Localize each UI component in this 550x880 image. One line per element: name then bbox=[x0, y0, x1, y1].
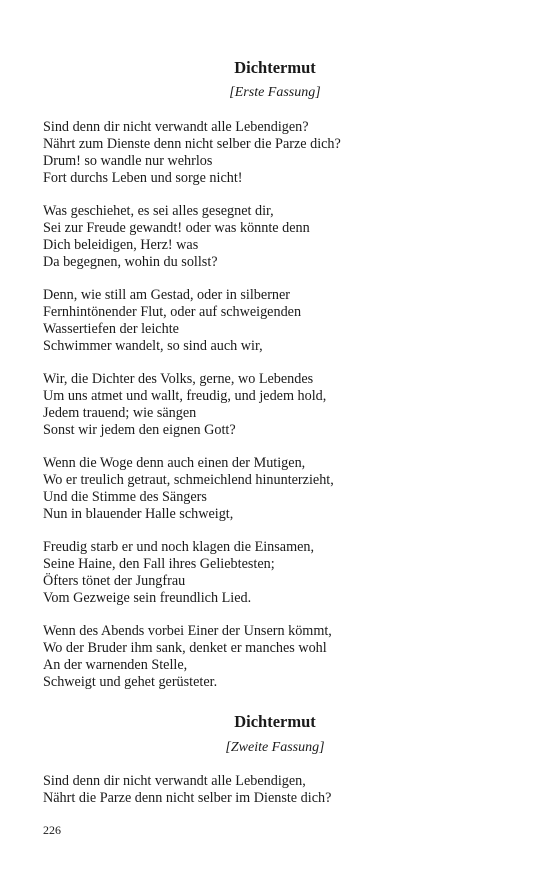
stanza bbox=[43, 455, 523, 523]
stanza bbox=[43, 539, 523, 607]
verse-line: Was geschiehet, es sei alles gesegnet dir, bbox=[43, 203, 274, 219]
stanza bbox=[43, 119, 523, 187]
poem-subtitle: [Erste Fassung] bbox=[229, 85, 321, 100]
verse-line: Seine Haine, den Fall ihres Geliebtesten; bbox=[43, 556, 275, 572]
verse-line: Sei zur Freude gewandt! oder was könnte denn bbox=[43, 220, 310, 236]
verse-line: Jedem trauend; wie sängen bbox=[43, 405, 197, 421]
verse-line: Fernhintönender Flut, oder auf schweigenden bbox=[43, 304, 302, 320]
verse-line: Sind denn dir nicht verwandt alle Lebendigen? bbox=[43, 119, 309, 135]
stanza bbox=[43, 203, 523, 271]
verse-line: Sind denn dir nicht verwandt alle Lebendigen, bbox=[43, 773, 306, 789]
verse-line: Nährt zum Dienste denn nicht selber die Parze dich? bbox=[43, 136, 341, 152]
verse-line: Nun in blauender Halle schweigt, bbox=[43, 506, 234, 522]
verse-line: Denn, wie still am Gestad, oder in silberner bbox=[43, 287, 291, 303]
verse-line: Fort durchs Leben und sorge nicht! bbox=[43, 170, 243, 186]
poem-subtitle: [Zweite Fassung] bbox=[225, 740, 325, 755]
verse-line: Wenn des Abends vorbei Einer der Unsern kömmt, bbox=[43, 623, 332, 639]
verse-line: Dich beleidigen, Herz! was bbox=[43, 237, 199, 253]
verse-line: Schwimmer wandelt, so sind auch wir, bbox=[43, 338, 263, 354]
poem-title: Dichtermut bbox=[234, 58, 316, 77]
verse-line: Öfters tönet der Jungfrau bbox=[43, 573, 186, 589]
verse-line: Sonst wir jedem den eignen Gott? bbox=[43, 422, 236, 438]
verse-line: Schweigt und gehet gerüsteter. bbox=[43, 674, 218, 690]
stanza bbox=[43, 287, 523, 355]
page-number: 226 bbox=[43, 823, 61, 837]
stanza bbox=[43, 623, 523, 691]
verse-line: An der warnenden Stelle, bbox=[43, 657, 188, 673]
verse-line: Wenn die Woge denn auch einen der Mutigen, bbox=[43, 455, 306, 471]
stanza bbox=[43, 371, 523, 439]
stanza bbox=[43, 773, 523, 807]
verse-line: Wir, die Dichter des Volks, gerne, wo Lebendes bbox=[43, 371, 314, 387]
verse-line: Nährt die Parze denn nicht selber im Dienste dich? bbox=[43, 790, 332, 806]
verse-line: Freudig starb er und noch klagen die Einsamen, bbox=[43, 539, 315, 555]
verse-line: Da begegnen, wohin du sollst? bbox=[43, 254, 218, 270]
verse-line: Wassertiefen der leichte bbox=[43, 321, 179, 337]
verse-line: Um uns atmet und wallt, freudig, und jedem hold, bbox=[43, 388, 327, 404]
poem-title: Dichtermut bbox=[234, 712, 316, 731]
verse-line: Drum! so wandle nur wehrlos bbox=[43, 153, 213, 169]
verse-line: Wo der Bruder ihm sank, denket er manches wohl bbox=[43, 640, 327, 656]
verse-line: Vom Gezweige sein freundlich Lied. bbox=[43, 590, 252, 606]
verse-line: Und die Stimme des Sängers bbox=[43, 489, 207, 505]
verse-line: Wo er treulich getraut, schmeichlend hinunterzieht, bbox=[43, 472, 334, 488]
